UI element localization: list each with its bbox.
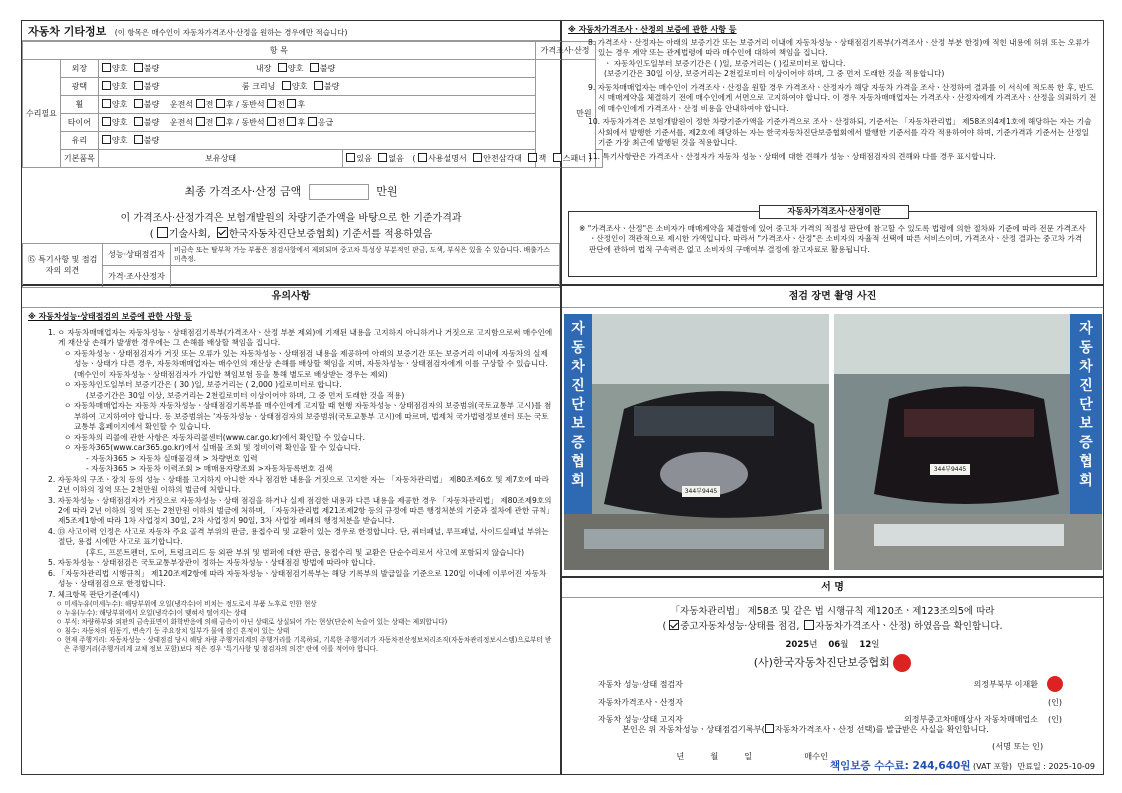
signature-title: 서 명 <box>562 578 1103 598</box>
price-definition-text: ※ "가격조사ㆍ산정"은 소비자가 매매계약을 체결함에 있어 중고차 가격의 적절성 판단에 참고할 수 있도록 법령에 의한 절차와 기준에 따라 전문 가격조사ㆍ산정인이 객관적으로 제시한 가액입니다. 따라서 "가격조사ㆍ산정"은 소비자의 자율적 선택에 따른 서비스이며, 가격조사ㆍ산정 결과는 중고차 가격판단에 관하여 법적 구속력은 없고 소비자의 구매여부 결정에 참고자료로 활용됩니다. <box>579 224 1086 254</box>
issue-date: 2025년 06월 12일 <box>785 640 880 650</box>
interior-good-checkbox[interactable] <box>278 63 287 72</box>
notice-line: ㅇ 자동차의 리콜에 관한 사항은 자동차리콜센터(www.car.go.kr)에서 확인할 수 있습니다. <box>64 432 365 442</box>
inspector-opinion-label: 성능·상태점검자 <box>103 244 171 266</box>
signer-seal[interactable] <box>1042 674 1068 694</box>
final-price-input[interactable] <box>309 184 369 200</box>
signature-panel <box>561 577 1104 775</box>
signer-label: 자동차 성능·상태 점검자 <box>598 679 683 689</box>
price-clause-8b: (보증기간은 30일 이상, 보증거리는 2천킬로미터 이상이어야 하며, 그 중 먼저 도래한 것을 적용합니다) <box>604 69 945 79</box>
criteria-item: ㅇ 누유(누수): 해당부위에서 오일(냉각수)이 맺혀서 떨어지는 상태 <box>56 609 247 618</box>
front-photo-illustration <box>564 314 829 570</box>
col-price-header: 가격조사·산정 <box>535 42 595 60</box>
row-wheel-label: 휠 <box>60 96 98 114</box>
notice-line: 5. 자동차성능ㆍ상태점검은 국토교통부장관이 정하는 자동차성능ㆍ상태점검 방법에 따라야 합니다. <box>48 558 376 568</box>
gloss-good-checkbox[interactable] <box>102 81 111 90</box>
price-check-checkbox[interactable] <box>804 620 814 630</box>
glass-good-checkbox[interactable] <box>102 135 111 144</box>
possess-yes-checkbox[interactable] <box>346 153 355 162</box>
tire-spare-checkbox[interactable] <box>308 117 317 126</box>
signers-table <box>598 674 1068 728</box>
front-plate-text: 344부9445 <box>684 488 718 495</box>
banner-text-left: 자동차진단보증협회 <box>571 321 585 489</box>
section-title-row <box>22 21 560 41</box>
row-exterior-options: 양호 불량 내장 양호 불량 <box>98 60 535 78</box>
tire-passenger-rear-checkbox[interactable] <box>287 117 296 126</box>
notice-line: (보증기간은 30일 이상, 보증거리는 2천킬로미터 이상이어야 하며, 그 중 먼저 도래한 것을 적용) <box>86 390 405 400</box>
triangle-checkbox[interactable] <box>473 153 482 162</box>
wheel-passenger-rear-checkbox[interactable] <box>287 99 296 108</box>
group-basic-label: 기본품목 <box>60 150 98 168</box>
criteria-item: ㅇ 미세누유(미세누수): 해당부위에 오일(냉각수)이 비치는 정도로서 부품 노후로 인한 현상 <box>56 600 317 609</box>
issuing-org: (사)한국자동차진단보증협회 <box>562 654 1103 672</box>
wheel-driver-rear-checkbox[interactable] <box>216 99 225 108</box>
tire-driver-rear-checkbox[interactable] <box>216 117 225 126</box>
final-price-label: 최종 가격조사·산정 금액 <box>184 185 302 198</box>
inspector-opinion-text: 비금속 또는 탈부착 가능 부품은 점검사항에서 제외되며 중고차 특성상 부분적인 판금, 도색, 부식은 있을 수 있습니다. 배출가스 미측정. <box>171 244 560 266</box>
row-possess-options: 있음 없음 ( 사용설명서 안전삼각대 잭 스패너 ) <box>343 150 595 168</box>
notice-line: 6. 「자동차관리법 시행규칙」 제120조제2항에 따라 자동차성능ㆍ상태점검기록부는 해당 기록부의 발급일을 기준으로 120일 이내에 이루어진 자동차 성능ㆍ상태점검으로 한정합니다. <box>48 568 547 589</box>
price-definition-title: 자동차가격조사·산정이란 <box>759 205 909 219</box>
section-subtitle: (이 항목은 매수인이 자동차가격조사·산정을 원하는 경우에만 적습니다) <box>114 28 348 37</box>
criteria-list <box>28 600 554 653</box>
signer-row <box>598 674 1068 694</box>
special-notes-table <box>22 243 560 288</box>
gloss-bad-checkbox[interactable] <box>134 81 143 90</box>
group-repair-label: 수리필요 <box>23 60 61 168</box>
criteria-item: ㅇ 부식: 차량하부와 외판의 금속표면이 화학반응에 의해 금속이 아닌 상태로 상실되어 가는 현상(단순히 녹슬어 있는 상태는 제외합니다) <box>56 617 448 626</box>
notice-line: 4. ⑬ 사고이력 인정은 사고로 자동차 주요 골격 부위의 판금, 용접수리 및 교환이 있는 경우로 한정합니다. 단, 쿼터패널, 루프패널, 사이드실패널 부위는 절단, 용접 시에만 사고로 표기합니다. <box>48 526 549 547</box>
manual-checkbox[interactable] <box>418 153 427 162</box>
buyer-sign-label: (서명 또는 인) <box>992 741 1044 751</box>
org-seal-icon <box>893 654 911 672</box>
notice-title: 유의사항 <box>22 286 560 308</box>
signer-label: 자동차 성능·상태 고지자 <box>598 715 683 724</box>
notice-heading: ※ 자동차성능·상태점검의 보증에 관한 사항 등 <box>28 312 192 321</box>
wheel-passenger-front-checkbox[interactable] <box>267 99 276 108</box>
vehicle-other-info-panel <box>21 20 592 285</box>
exterior-bad-checkbox[interactable] <box>134 63 143 72</box>
possess-no-checkbox[interactable] <box>378 153 387 162</box>
photo-panel <box>561 285 1104 577</box>
rear-plate-text: 344부9445 <box>933 466 967 473</box>
price-inspector-label: 가격·조사산정자 <box>103 266 171 288</box>
price-amount-cell: 만원 <box>535 60 595 168</box>
notice-line: - 자동차365 > 자동차 이력조회 > 매매용자량조회 >자동차등록번호 검색 <box>86 464 333 474</box>
notice-line: (후드, 프론트펜더, 도어, 트렁크리드 등 외판 부위 및 범퍼에 대한 판금, 용접수리 및 교환은 단순수리로서 사고에 포함되지 않습니다) <box>86 547 525 557</box>
signer-value <box>767 694 1042 711</box>
signer-row <box>598 694 1068 711</box>
tire-passenger-front-checkbox[interactable] <box>267 117 276 126</box>
row-tire-label: 타이어 <box>60 114 98 132</box>
notice-line: ㅇ 자동차365(www.car365.go.kr)에서 실매물 조회 및 정비이력 확인을 할 수 있습니다. <box>64 443 361 453</box>
final-price-unit: 만원 <box>376 185 398 198</box>
legal-line-1: 「자동차관리법」 제58조 및 같은 법 시행규칙 제120조ㆍ제123조의5에 따라 <box>670 606 995 617</box>
notice-line: ㅇ 자동차성능ㆍ상태점검자가 거짓 또는 오류가 있는 자동차성능ㆍ상태점검 내용을 제공하여 아래의 보증기간 또는 보증거리 이내에 자동차의 실제 성능ㆍ상태가 다른 경우, 자동차매매업자는 매수인의 재산상 손해를 배상할 책임을 지며, 자동차성능ㆍ상태점검자에게 이를 구상할 수 있습니다.(매수인이 자동차성능ㆍ상태점검자가 가입한 책임보험 등을 통해 별도로 배상받는 경우는 제외) <box>64 348 548 379</box>
row-interior-label: 내장 <box>255 64 272 73</box>
basis-line-2: ( 기술사회, 한국자동차진단보증협회) 기준서를 적용하였음 <box>149 229 433 240</box>
basis-line-1: 이 가격조사·산정가격은 보험개발원의 차량기준가액을 바탕으로 한 기준가격과 <box>120 213 462 224</box>
receipt-price-checkbox[interactable] <box>765 724 774 733</box>
signer-label: 자동차가격조사ㆍ산정자 <box>598 698 684 707</box>
wheel-good-checkbox[interactable] <box>102 99 111 108</box>
special-notes-label: ⑮ 특기사항 및 점검자의 의견 <box>23 244 103 288</box>
notice-line: 7. 체크항목 판단기준(예시) <box>48 589 140 599</box>
performance-check-checkbox[interactable] <box>669 620 679 630</box>
room-bad-checkbox[interactable] <box>314 81 323 90</box>
col-item-header: 항 목 <box>23 42 536 60</box>
interior-bad-checkbox[interactable] <box>310 63 319 72</box>
glass-bad-checkbox[interactable] <box>134 135 143 144</box>
row-glass-options: 양호 불량 <box>98 132 535 150</box>
inspector-seal-icon <box>1047 676 1063 692</box>
tire-driver-front-checkbox[interactable] <box>196 117 205 126</box>
price-clause-11: 11. 특기사항란은 가격조사ㆍ산정자가 자동차 성능ㆍ상태에 대한 견해가 성능ㆍ상태점검자의 견해와 다를 경우 표시합니다. <box>588 151 996 161</box>
other-info-table <box>22 41 603 168</box>
price-clause-10: 10. 자동차가격은 보험개발원이 정한 차량기준가액을 기준가격으로 조사ㆍ산정하되, 기준서는 「자동차관리법」 제58조의4제1호에 해당하는 자는 기술사회에서 발행한 기준서를, 제2호에 해당하는 자는 한국자동차진단보증협회에서 발행한 기준서를 각각 적용하여야 하며, 기준가격과 기준서는 산정일 기준 가장 최근에 발행된 것을 적용합니다. <box>588 117 1092 148</box>
notice-line: ㅇ 자동차인도일부터 보증기간은 ( 30 )일, 보증거리는 ( 2,000 )킬로미터로 합니다. <box>64 380 342 390</box>
expiry-date: 만료일 : 2025-10-09 <box>1017 762 1095 771</box>
price-warranty-panel <box>561 20 1104 285</box>
notice-line: ㅇ 자동차매매업자는 자동차 자동차성능ㆍ상태점검기록부를 매수인에게 고지할 때 현행 자동차성능ㆍ상태점검자의 보증범위(국토교통부 고시)를 첨부하여 고지하여야 합니다. 동 보증범위는 '자동차성능ㆍ상태점검자의 보증범위(국토교통부 고시)에 따르며, 법제처 국가법령정보센터 또는 국토교통부 홈페이지에서 확인할 수 있습니다. <box>64 401 552 432</box>
fee-line: 책임보증 수수료: 244,640원 (VAT 포함) 만료일 : 2025-10-09 <box>830 760 1095 772</box>
notice-panel <box>21 285 561 775</box>
room-good-checkbox[interactable] <box>282 81 291 90</box>
final-price-row <box>22 183 560 200</box>
exterior-good-checkbox[interactable] <box>102 63 111 72</box>
row-gloss-options: 양호 불량 룸 크리닝 양호 불량 <box>98 78 535 96</box>
jack-checkbox[interactable] <box>528 153 537 162</box>
price-warranty-list <box>568 38 1097 162</box>
rear-photo-illustration <box>834 314 1102 570</box>
front-photo <box>564 314 829 570</box>
notice-line: - 자동차365 > 자동차 실매물검색 > 차량번호 입력 <box>86 453 258 463</box>
signer-seal[interactable]: (인) <box>1048 698 1062 707</box>
price-clause-8a: ㆍ 자동차인도일부터 보증기간은 ( )일, 보증거리는 ( )킬로미터로 합니다. <box>604 58 846 68</box>
buyer-date-line: 년 월 일 매수인 <box>676 751 828 761</box>
price-warranty-heading: ※ 자동차가격조사ㆍ산정의 보증에 관한 사항 등 <box>568 25 737 34</box>
banner-text-right: 자동차진단보증협회 <box>1079 321 1093 489</box>
notice-list <box>28 328 554 600</box>
price-clause-9: 9. 자동차매매업자는 매수인이 가격조사ㆍ산정을 원할 경우 가격조사ㆍ산정자가 해당 자동차 가격을 조사ㆍ산정하여 결과를 이 서식에 적도록 한 후, 반드시 매매계약을 체결하기 전에 매수인에게 서면으로 고지하여야 합니다. 이 경우 자동차매매업자는 가격조사ㆍ산정자에게 가격조사ㆍ산정을 의뢰하기 전에 매수인에게 가격조사ㆍ산정 비용을 안내하여야 합니다. <box>588 82 1097 113</box>
row-exterior-label: 외장 <box>60 60 98 78</box>
tire-good-checkbox[interactable] <box>102 117 111 126</box>
fee-amount: 책임보증 수수료: 244,640원 <box>830 760 971 772</box>
receipt-line: 본인은 위 자동차성능ㆍ상태점검기록부( 자동차가격조사ㆍ산정 선택)를 발급받은 사실을 확인합니다. <box>622 724 989 734</box>
row-wheel-options: 양호 불량 운전석 전 후 / 동반석 전 후 <box>98 96 535 114</box>
notice-line: 3. 자동차성능ㆍ상태점검자가 거짓으로 자동차성능ㆍ상태 점검을 하거나 실제 점검한 내용과 다른 내용을 제공한 경우 「자동차관리법」 제80조제9호의2에 따라 2년 이하의 징역 또는 2천만원 이하의 벌금에 처하며, 「자동차관리법 제21조제2항 등의 규정에 따른 행정처분의 기준과 절차에 관한 규칙」 제5조제1항에 따라 1차 사업정지 30일, 2차 사업정지 90일, 3차 사업장 폐쇄의 행정처분을 받습니다. <box>48 495 554 526</box>
rear-photo <box>834 314 1102 570</box>
row-possess-label: 보유상태 <box>98 150 343 168</box>
signer-value: 의정부중고차매매상사 자동차매매업소 <box>904 715 1038 724</box>
legal-line-2: ( 중고자동차성능·상태를 점검, 자동차가격조사ㆍ산정) 하였음을 확인합니다. <box>662 621 1003 632</box>
row-room-label: 룸 크리닝 <box>241 82 276 91</box>
photo-title: 점검 장면 촬영 사진 <box>562 286 1103 308</box>
row-glass-label: 유리 <box>60 132 98 150</box>
signer-seal[interactable]: (인) <box>1048 715 1062 724</box>
price-definition-box <box>568 207 1097 277</box>
signer-value: 의정부북부 이재환 <box>973 679 1038 689</box>
criteria-item: ㅇ 현재 주행거리: 자동차성능ㆍ상태점검 당시 해당 차량 주행거리계의 주행거리를 기록하되, 기록한 주행거리가 자동차전산정보처리조직(자동차관리정보시스템)으로부터 받은 주행거리(주행거리계 교체 정보 포함)보다 적은 경우 '특기사항 및 점검자의 의견' 란에 이를 적어야 합니다. <box>56 635 552 653</box>
row-tire-options: 양호 불량 운전석 전 후 / 동반석 전 후 응급 <box>98 114 535 132</box>
row-gloss-label: 광택 <box>60 78 98 96</box>
price-clause-8: 8. 가격조사ㆍ산정자는 아래의 보증기간 또는 보증거리 이내에 자동차성능ㆍ상태점검기록부(가격조사ㆍ산정 부분 한정)에 적힌 내용에 허위 또는 오류가 있는 경우 계약 또는 관계법령에 따라 매수인에 대하여 책임을 집니다. <box>588 38 1090 58</box>
criteria-item: ㅇ 침수: 자동차의 원동기, 변속기 등 주요장치 일부가 물에 잠긴 흔적이 있는 상태 <box>56 626 290 635</box>
tire-bad-checkbox[interactable] <box>134 117 143 126</box>
notice-line: 1. ㅇ 자동차매매업자는 자동차성능ㆍ상태점검기록부(가격조사ㆍ산정 부분 제외)에 기재된 내용을 고지하지 아니하거나 거짓으로 고지함으로써 매수인에게 재산상 손해가 발생한 경우에는 그 손해를 배상할 책임을 집니다. <box>48 328 553 348</box>
section-title: 자동차 기타정보 <box>28 25 107 38</box>
notice-line: 2. 자동차의 구조ㆍ장치 등의 성능ㆍ상태를 고지하지 아니한 자나 점검한 내용을 거짓으로 고지한 자는 「자동차관리법」 제80조제6호 및 제7호에 따라 2년 이하의 징역 또는 2천만원 이하의 벌금에 처합니다. <box>48 474 549 495</box>
wheel-driver-front-checkbox[interactable] <box>196 99 205 108</box>
basis-kaa-checkbox[interactable] <box>217 227 228 238</box>
basis-tech-checkbox[interactable] <box>157 227 168 238</box>
wheel-bad-checkbox[interactable] <box>134 99 143 108</box>
